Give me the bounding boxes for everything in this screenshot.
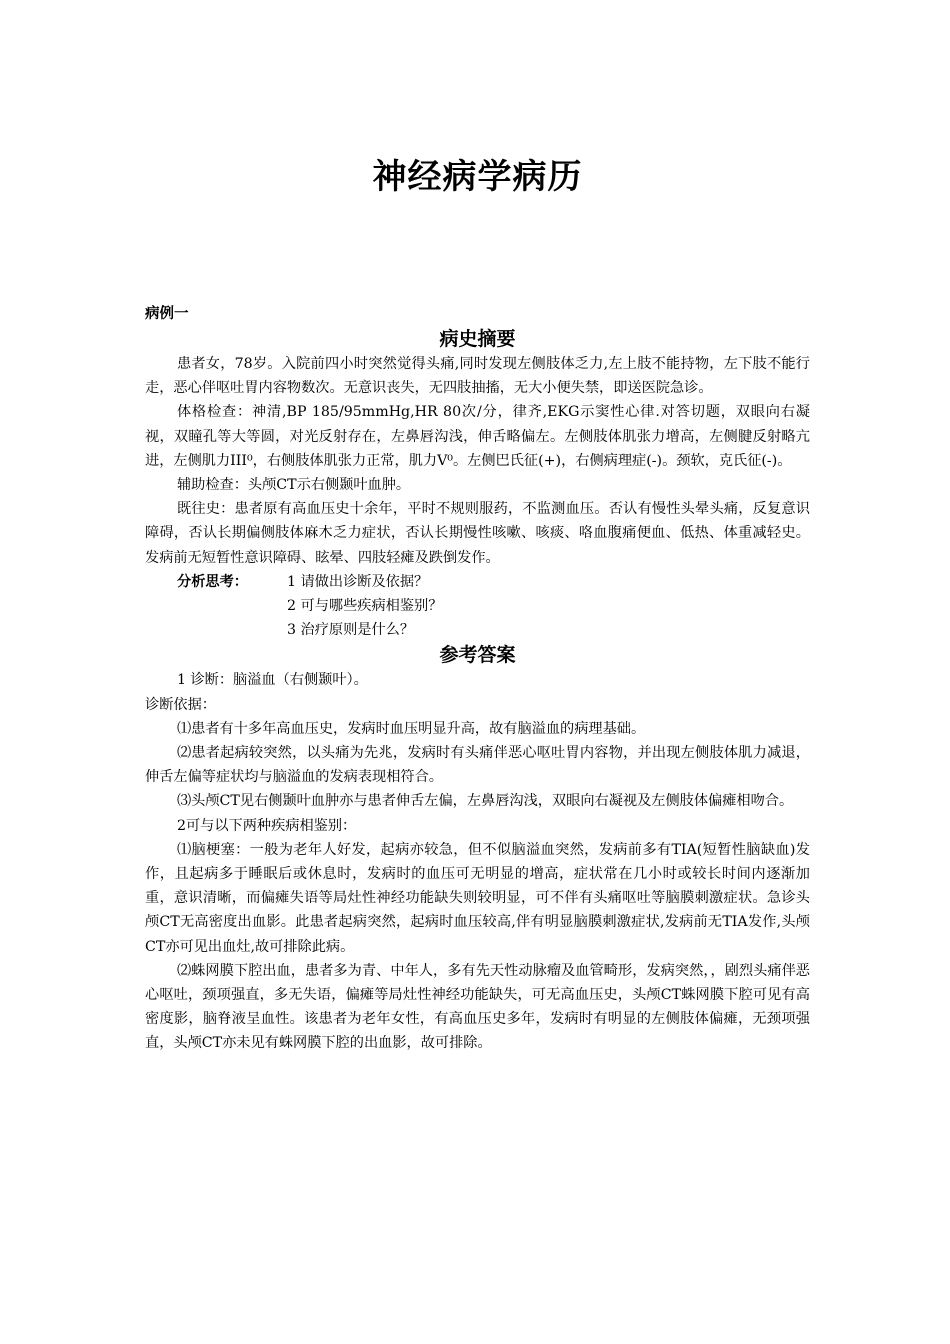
- diagnosis-basis-item: ⑶头颅CT见右侧颞叶血肿亦与患者伸舌左偏，左鼻唇沟浅，双眼向右凝视及左侧肢体偏瘫相吻合。: [176, 793, 794, 810]
- document-title: 神经病学病历: [372, 157, 583, 197]
- document-page: [145, 0, 810, 1344]
- analysis-question: 2 可与哪些疾病相鉴别？: [287, 598, 443, 615]
- analysis-question: 1 请做出诊断及依据？: [287, 573, 429, 590]
- history-paragraph-physical-exam: 体格检查：神清,BP 185/95mmHg,HR 80次/分，律齐,EKG示窦性心律.对答切题，双眼向右凝视，双瞳孔等大等圆，对光反射存在，左鼻唇沟浅，伸舌略偏左。左侧肢体肌张力增高，左侧腱反射略亢进，左侧肌力III⁰，右侧肢体肌张力正常，肌力V⁰。左侧巴氏征(+)，右侧病理症(-)。颈软，克氏征(-)。: [145, 404, 810, 469]
- diagnosis-basis-item: ⑴患者有十多年高血压史，发病时血压明显升高，故有脑溢血的病理基础。: [176, 720, 646, 737]
- differential-intro: 2可与以下两种疾病相鉴别：: [176, 817, 357, 834]
- diagnosis-line: 1 诊断：脑溢血（右侧颞叶）。: [176, 672, 368, 689]
- analysis-questions: [287, 570, 442, 643]
- analysis-section: [145, 570, 810, 643]
- history-heading: 病史摘要: [439, 328, 516, 350]
- answers-heading: 参考答案: [439, 644, 516, 667]
- case-label: 病例一: [145, 306, 189, 322]
- history-paragraph-presentation: 患者女，78岁。入院前四小时突然觉得头痛,同时发现左侧肢体乏力,左上肢不能持物，左下肢不能行走，恶心伴呕吐胃内容物数次。无意识丧失，无四肢抽搐，无大小便失禁，即送医院急诊。: [145, 356, 810, 397]
- diagnosis-basis-label: 诊断依据：: [145, 696, 216, 713]
- analysis-question: 3 治疗原则是什么？: [287, 622, 415, 639]
- differential-item: ⑴脑梗塞：一般为老年人好发，起病亦较急，但不似脑溢血突然，发病前多有TIA(短暂性脑缺血)发作，且起病多于睡眠后或休息时，发病时的血压可无明显的增高，症状常在几小时或较长时间内逐渐加重，意识清晰，而偏瘫失语等局灶性神经功能缺失则较明显，可不伴有头痛呕吐等脑膜刺激症状。急诊头颅CT无高密度出血影。此患者起病突然，起病时血压较高,伴有明显脑膜刺激症状,发病前无TIA发作,头颅CT亦可见出血灶,故可排除此病。: [145, 841, 810, 955]
- analysis-label: 分析思考：: [177, 573, 248, 590]
- history-paragraph-past-history: 既往史：患者原有高血压史十余年，平时不规则服药，不监测血压。否认有慢性头晕头痛，反复意识障碍，否认长期偏侧肢体麻木乏力症状，否认长期慢性咳嗽、咳痰、咯血腹痛便血、低热、体重减轻史。发病前无短暂性意识障碍、眩晕、四肢轻瘫及跌倒发作。: [145, 501, 810, 566]
- document-body: [145, 302, 810, 1056]
- differential-item: ⑵蛛网膜下腔出血，患者多为青、中年人，多有先天性动脉瘤及血管畸形，发病突然，，剧烈头痛伴恶心呕吐，颈项强直，多无失语，偏瘫等局灶性神经功能缺失，可无高血压史，头颅CT蛛网膜下腔可见有高密度影，脑脊液呈血性。该患者为老年女性，有高血压史多年，发病时有明显的左侧肢体偏瘫，无颈项强直，头颅CT亦未见有蛛网膜下腔的出血影，故可排除。: [145, 962, 810, 1052]
- diagnosis-basis-item: ⑵患者起病较突然，以头痛为先兆，发病时有头痛伴恶心呕吐胃内容物，并出现左侧肢体肌力减退，伸舌左偏等症状均与脑溢血的发病表现相符合。: [145, 745, 810, 786]
- history-paragraph-auxiliary-exam: 辅助检查：头颅CT示右侧颞叶血肿。: [176, 477, 411, 494]
